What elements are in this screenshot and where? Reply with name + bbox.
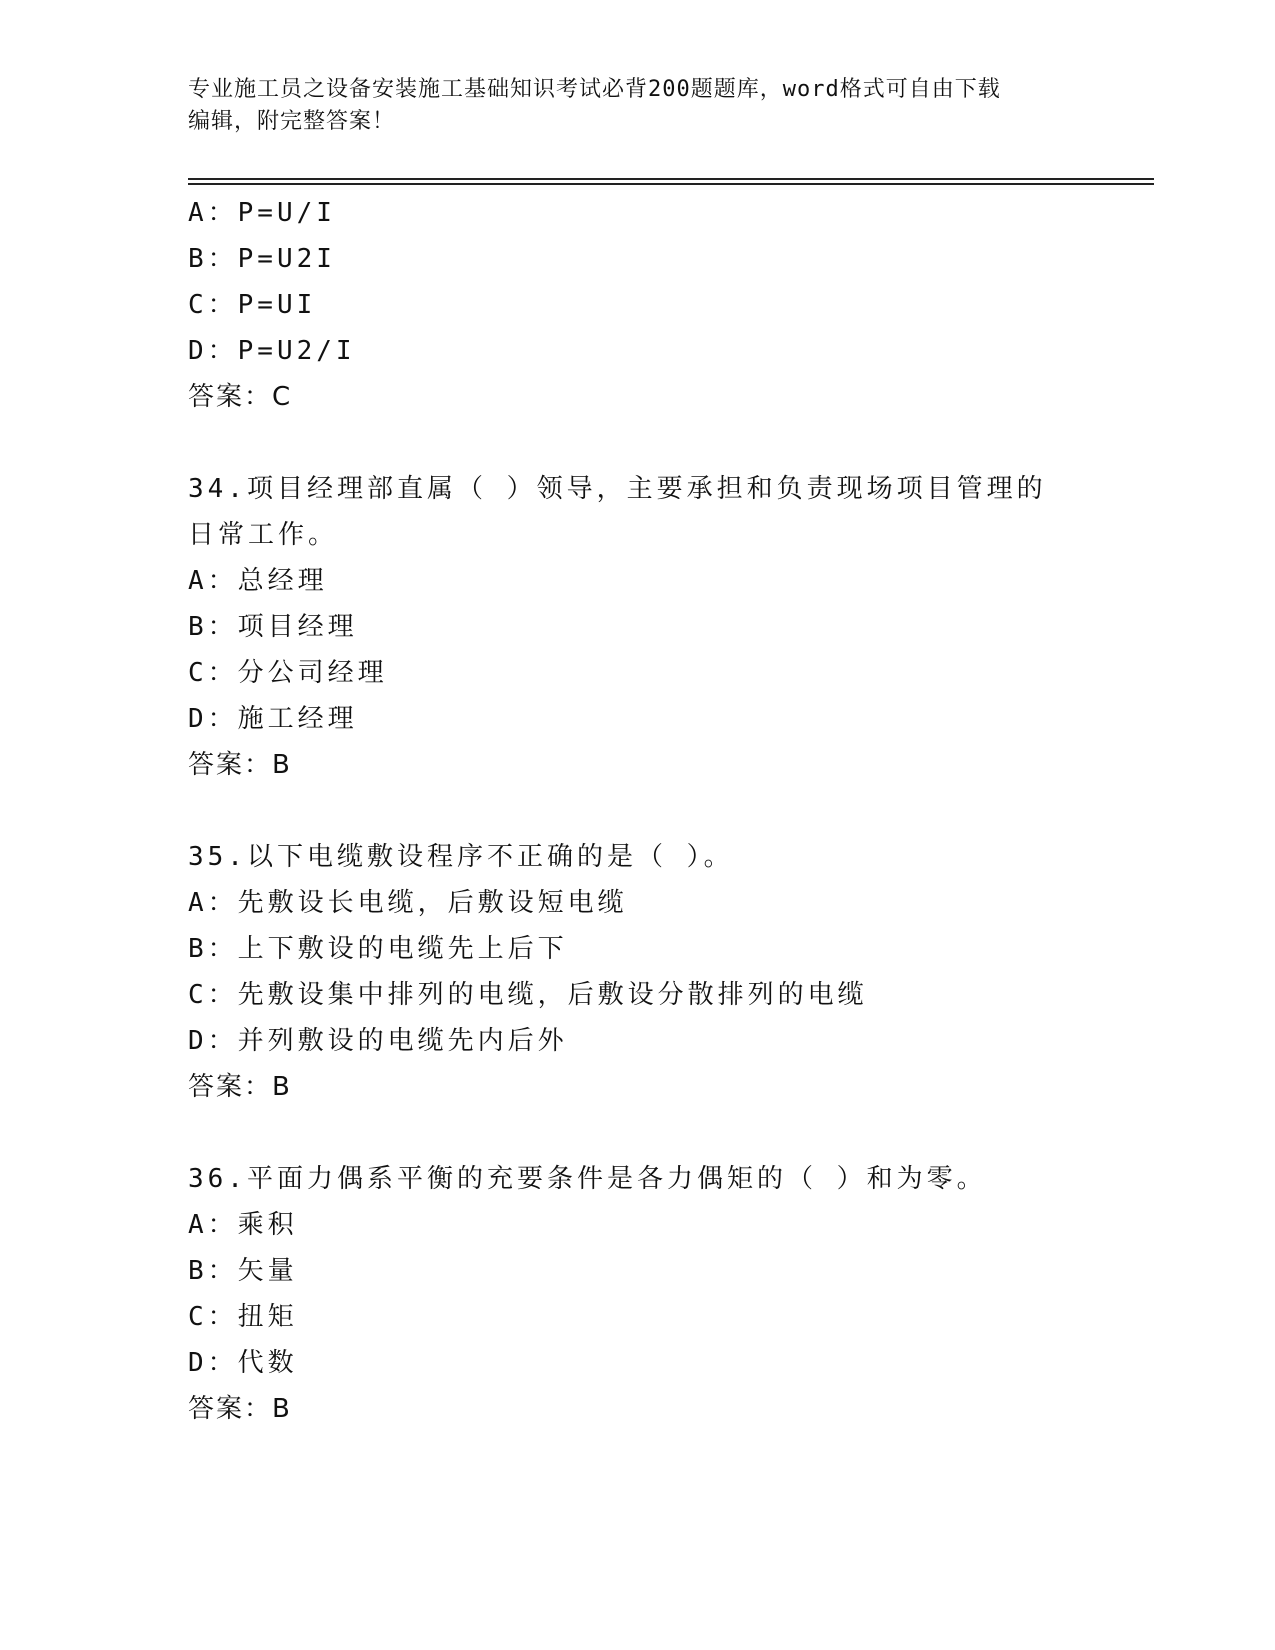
question-33 [188,190,1088,420]
option-b: B：P=U2I [188,244,336,274]
question-list [188,190,1088,1432]
spacer [188,788,1088,834]
option-d: D：P=U2/I [188,336,356,366]
header-divider-top [188,178,1154,180]
document-header [188,74,1088,138]
option-c: C：先敷设集中排列的电缆，后敷设分散排列的电缆 [188,980,868,1010]
option-b: B：矢量 [188,1256,298,1286]
question-text: 34.项目经理部直属（ ）领导，主要承担和负责现场项目管理的日常工作。 [188,474,1047,550]
answer: 答案：B [188,1394,292,1424]
question-34 [188,466,1088,788]
header-divider-bottom [188,183,1154,185]
question-text: 36.平面力偶系平衡的充要条件是各力偶矩的（ ）和为零。 [188,1164,987,1194]
question-text: 35.以下电缆敷设程序不正确的是（ ）。 [188,842,734,872]
header-line-1: 专业施工员之设备安装施工基础知识考试必背200题题库，word格式可自由下载 [188,77,1001,102]
option-a: A：乘积 [188,1210,298,1240]
answer: 答案：B [188,1072,292,1102]
answer: 答案：C [188,382,293,412]
question-35 [188,834,1088,1110]
option-a: A：P=U/I [188,198,336,228]
answer: 答案：B [188,750,292,780]
option-b: B：项目经理 [188,612,358,642]
option-a: A：总经理 [188,566,328,596]
option-d: D：施工经理 [188,704,358,734]
option-a: A：先敷设长电缆，后敷设短电缆 [188,888,628,918]
option-c: C：P=UI [188,290,317,320]
option-c: C：分公司经理 [188,658,388,688]
question-36 [188,1156,1088,1432]
option-b: B：上下敷设的电缆先上后下 [188,934,568,964]
spacer [188,420,1088,466]
option-d: D：代数 [188,1348,298,1378]
option-d: D：并列敷设的电缆先内后外 [188,1026,568,1056]
header-line-2: 编辑，附完整答案！ [188,109,396,134]
spacer [188,1110,1088,1156]
option-c: C：扭矩 [188,1302,298,1332]
